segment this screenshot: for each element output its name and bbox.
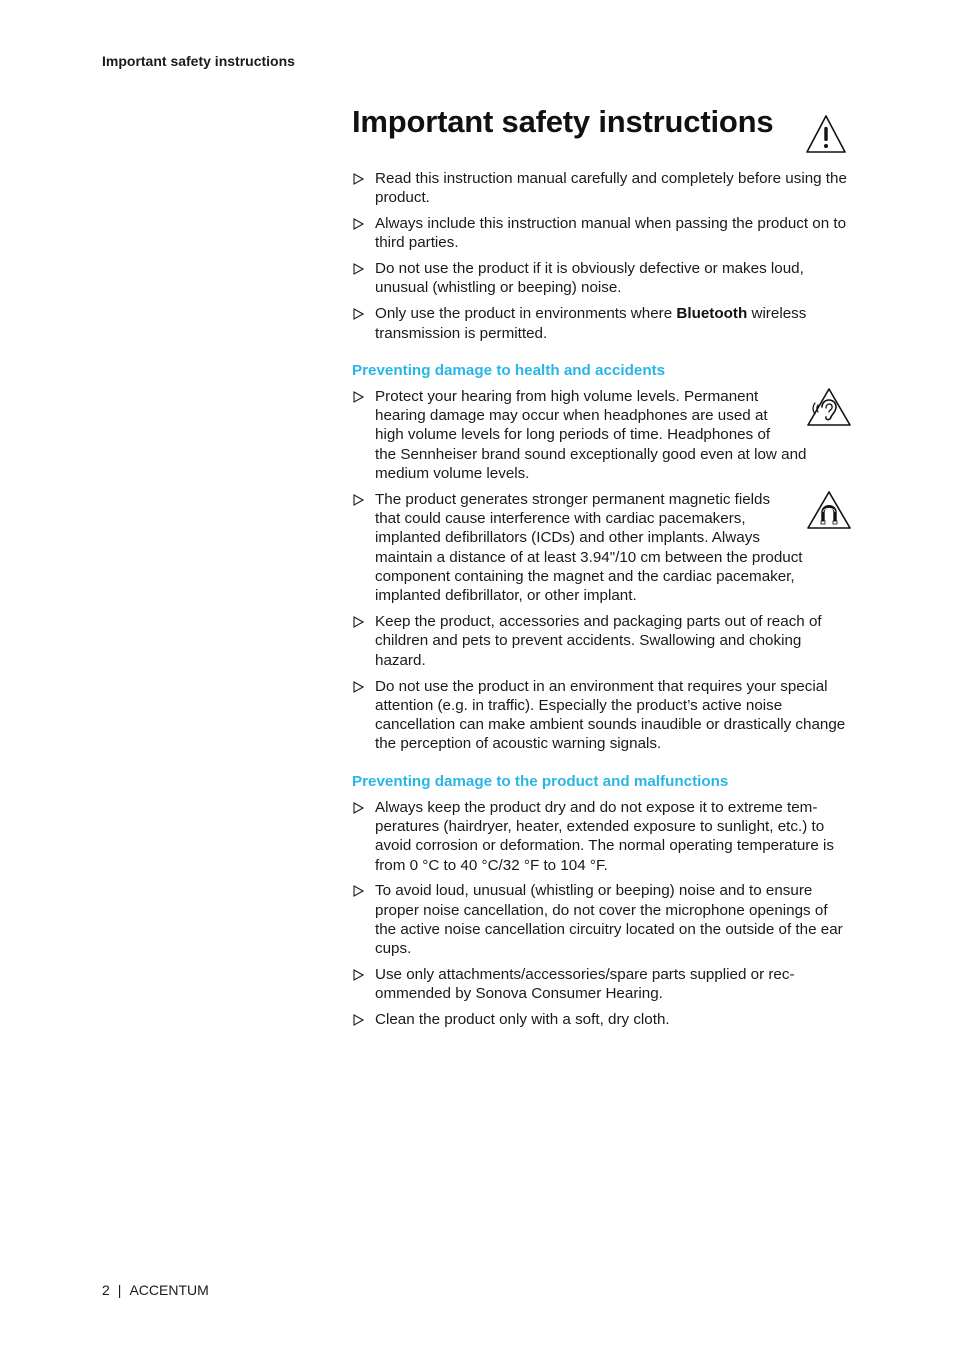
product-name: ACCENTUM (129, 1282, 209, 1298)
page-number: 2 (102, 1282, 110, 1298)
product-list (352, 798, 852, 1030)
footer-separator: | (117, 1282, 122, 1298)
triangle-bullet-icon (353, 308, 364, 320)
list-item-text: Keep the product, accessories and packaging parts out of reach of children and pets to prevent accidents. Swallowing and choking hazard. (375, 613, 822, 669)
list-item-text: Protect your hearing from high volume levels. Permanent hearing damage may occur when headphones are used at high volume levels for long periods of time. Headphones of the Sennheiser brand sound exceptionally good even at low and medium volume levels. (375, 387, 807, 483)
list-item (352, 169, 852, 208)
triangle-bullet-icon (353, 885, 364, 897)
list-item (352, 798, 852, 875)
triangle-bullet-icon (353, 173, 364, 185)
list-item-text-before: Only use the product in environments where (375, 305, 677, 323)
list-item-text: Do not use the product in an environment that requires your special attention (e.g. in traffic). Especially the product’s active noise cancellation can make ambient sounds inaudible or drastically change the perception of acoustic warning signals. (375, 677, 846, 753)
triangle-bullet-icon (353, 969, 364, 981)
list-item (352, 304, 852, 343)
main-content (352, 100, 852, 1036)
list-item-text: Read this instruction manual carefully and completely before using the product. (375, 170, 847, 207)
list-item-text: To avoid loud, unusual (whistling or beeping) noise and to ensure proper noise cancellation, do not cover the microphone openings of the active noise cancellation circuitry located on the outside of the ear cups. (375, 882, 843, 958)
magnetic-field-warning-icon (806, 490, 852, 530)
list-item-text: Always keep the product dry and do not expose it to extreme temperatures (hairdryer, heater, extended exposure to sunlight, etc.) to avoid corrosion or deformation. The normal operating temperature is from 0 °C to 40 °C/32 °F to 104 °F. (375, 798, 834, 874)
title-block (352, 100, 852, 144)
running-header: Important safety instructions (102, 53, 295, 69)
triangle-bullet-icon (353, 263, 364, 275)
triangle-bullet-icon (353, 681, 364, 693)
page-title: Important safety instructions (352, 104, 774, 139)
triangle-bullet-icon (353, 218, 364, 230)
list-item-text: Do not use the product if it is obviously defective or makes loud, unusual (whistling or beeping) noise. (375, 260, 804, 297)
bluetooth-term: Bluetooth (676, 305, 748, 323)
list-item (352, 1010, 852, 1029)
list-item (352, 677, 852, 754)
list-item (352, 214, 852, 253)
list-item-text: Use only attachments/accessories/spare parts supplied or recommended by Sonova Consumer Hearing. (375, 966, 795, 1003)
triangle-bullet-icon (353, 391, 364, 403)
triangle-bullet-icon (353, 616, 364, 628)
list-item (352, 881, 852, 958)
list-item-text: Clean the product only with a soft, dry cloth. (375, 1011, 670, 1029)
page-footer (102, 1282, 209, 1298)
triangle-bullet-icon (353, 1014, 364, 1026)
list-item-text: The product generates stronger permanent magnetic fields that could cause interference with cardiac pacemakers, implanted defibrillators (ICDs) and other implants. Always maintain a distance of at least 3.94"/10 cm between the product component containing the magnet and the cardiac pacemaker, implanted defibrillator, or other implant. (375, 490, 803, 605)
hearing-damage-warning-icon (806, 387, 852, 427)
section-heading-health: Preventing damage to health and accidents (352, 361, 666, 379)
list-item-text-after: wireless transmission is permitted. (375, 305, 807, 342)
list-item (352, 490, 852, 606)
section-heading-product: Preventing damage to the product and malfunctions (352, 772, 729, 790)
warning-exclamation-icon (805, 114, 847, 154)
list-item (352, 965, 852, 1004)
list-item-text: Always include this instruction manual when passing the product on to third parties. (375, 215, 847, 252)
health-list (352, 387, 852, 754)
list-item (352, 612, 852, 670)
list-item (352, 387, 852, 483)
list-item (352, 259, 852, 298)
triangle-bullet-icon (353, 802, 364, 814)
triangle-bullet-icon (353, 494, 364, 506)
intro-list (352, 169, 852, 343)
